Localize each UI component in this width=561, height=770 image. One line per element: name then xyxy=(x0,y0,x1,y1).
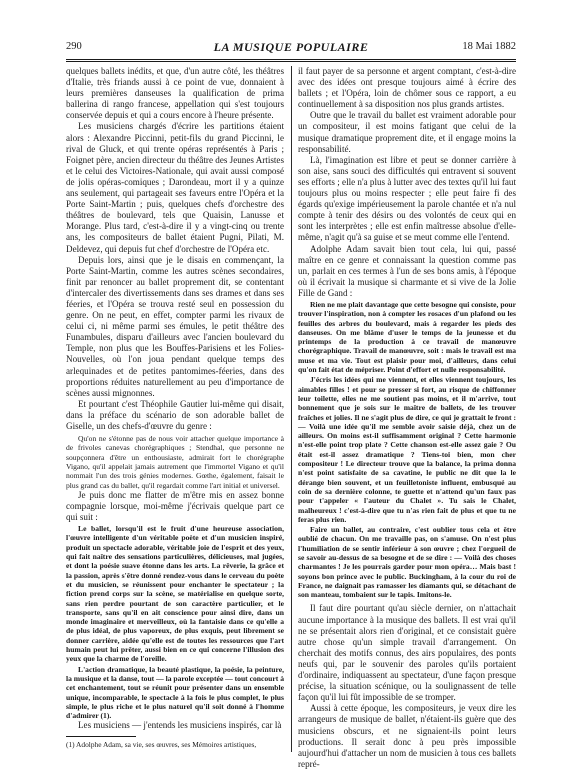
left-column xyxy=(66,66,284,749)
page-sheet xyxy=(66,40,517,769)
paragraph: Là, l'imagination est libre et peut se donner carrière à son aise, sans souci des difficultés qui entravent si souvent ses efforts ; elle n'a plus à lutter avec des textes qu'il lui faut toujours plus ou moins respecter ; elle peut faire fi des égards qu'exige impérieusement la parole chantée et n'a nul compte à tenir des désirs ou des volontés de ceux qui en sont les interprètes ; elle est enfin maîtresse absolue d'elle-même, n'agit qu'à sa guise et se meut comme elle l'entend. xyxy=(298,154,517,243)
column-separator xyxy=(291,66,292,752)
journal-title: LA MUSIQUE POPULAIRE xyxy=(213,40,369,54)
issue-date: 18 Mai 1882 xyxy=(462,41,516,52)
quotation: L'action dramatique, la beauté plastique, la poésie, la peinture, la musique et la danse, tout — la parole exceptée — tout concourt à cet enchantement, tout se réunit pour présenter dans un ensemble unique, incomparable, le spectacle à la fois le plus complet, le plus simple, le plus riche et le plus naturel qu'il soit donné à l'homme d'admirer (1). xyxy=(66,664,284,721)
quotation: Qu'on ne s'étonne pas de nous voir attacher quelque importance à de frivoles canevas chorégraphiques ; Stendhal, que personne ne soupçonnera d'être un enthousiaste, admirait fort le chorégraphe Vigano, qu'il appelait jamais autrement que l'immortel Vigano et qu'il nommait l'un des trois génies modernes. Gœthe, également, faisait le plus grand cas du ballet, qu'il regardait comme l'art initial et universel. xyxy=(66,434,284,490)
paragraph: Il faut dire pourtant qu'au siècle dernier, on n'attachait aucune importance à la musique des ballets. Il est vrai qu'il ne se présentait alors rien d'original, et ce consistait guère autre chose qu'un simple travail d'arrangement. On cherchait des motifs connus, des airs populaires, des ponts neufs qui, par le souvenir des paroles qu'ils portaient d'ordinaire, indiquassent au spectateur, d'une façon presque précise, la situation scénique, ou la soulignassent de telle façon qu'il lui fût impossible de se tromper. xyxy=(298,603,516,703)
footnote: (1) Adolphe Adam, sa vie, ses œuvres, ses Mémoires artistiques, xyxy=(66,740,257,750)
paragraph: Les musiciens chargés d'écrire les partitions étaient alors : Alexandre Piccinni, petit-fils du grand Piccinni, le rival de Gluck, et qui trente opéras représentés à Paris ; Foignet père, ancien directeur du théâtre des Jeunes Artistes et le celui des Victoires-Nationale, qui avait aussi composé de jolis opéras-comiques ; Darondeau, mort il y a quinze ans seulement, qui partageait ses faveurs entre l'Opéra et la Porte Saint-Martin ; puis, quelques chefs d'orchestre des théâtres de boulevard, tels que Quaisin, Lanusse et Morange. Plus tard, c'est-à-dire il y a vingt-cinq ou trente ans, les compositeurs de ballet étaient Pugni, Pilati, M. Deldevez, qui depuis fut chef d'orchestre de l'Opéra etc. xyxy=(66,121,284,254)
header-rule-secondary xyxy=(66,61,516,62)
quotation: Rien ne me plait davantage que cette besogne qui consiste, pour trouver l'inspiration, non à compter les rosaces d'un plafond ou les feuilles des arbres du boulevard, mais à regarder les pieds des danseuses. On me blâme d'user le temps de la jeunesse et du printemps de la production à ce travail de manœuvre chorégraphique. Travail de manœuvre, soit : mais le travail est ma muse et ma vie. Tout est plaisir pour moi, d'ailleurs, dans celui qu'on fait état de mépriser. Point d'effort et nulle responsabilité. xyxy=(298,299,516,375)
right-column xyxy=(298,66,516,770)
page-number: 290 xyxy=(66,41,82,52)
page-header xyxy=(66,40,516,58)
paragraph: Aussi à cette époque, les compositeurs, je veux dire les arrangeurs de musique de ballet, n'étaient-ils guère que des musiciens obscurs, et ne signaient-ils point leurs productions. Il serait donc à peu près impossible aujourd'hui d'attacher un nom de musicien à tous ces ballets repré- xyxy=(298,703,516,769)
paragraph: Adolphe Adam savait bien tout cela, lui qui, passé maître en ce genre et connaissant la question comme pas un, parlait en ces termes à l'un de ses bons amis, à l'époque où il écrivait la musique si charmante et si vive de la Jolie Fille de Gand : xyxy=(298,243,516,298)
paragraph: Je puis donc me flatter de m'être mis en assez bonne compagnie lorsque, moi-même j'écrivais quelque part ce qui suit : xyxy=(66,489,284,523)
quotation: Le ballet, lorsqu'il est le fruit d'une heureuse association, l'œuvre intelligente d'un véritable poète et d'un musicien inspiré, produit un spectacle adorable, véritable joie de l'esprit et des yeux, qui fait naître des sensations particulières, délicieuses, mal jugées, et dont la poésie suave étonne dans les arts. La rêverie, la grâce et la passion, après s'être donné rendez-vous dans le cerveau du poète et du musicien, se réunissent pour enchanter le spectateur ; la fiction prend corps sur la scène, se matérialise en quelque sorte, sans rien perdre pourtant de son caractère particulier, et le transporte, sans qu'il en ait conscience pour ainsi dire, dans un monde imaginaire et merveilleux, où la fantaisie dans ce qu'elle a de plus idéal, de plus vaporeux, de plus exquis, peut librement se donner carrière, aidée qu'elle est de toutes les ressources que l'art humain peut lui prêter, aussi bien en ce qui concerne l'illusion des yeux que la charme de l'oreille. xyxy=(66,524,284,664)
quotation: Faire un ballet, au contraire, c'est oublier tous cela et être oublié de chacun. On me travaille pas, on s'amuse. On n'est plus l'humiliation de se sentir inférieur à son œuvre ; chez l'orgueil de se savoir au-dessus de sa besogne et de se dire : — Voilà des choses charmantes ! Je les pourrais garder pour mon opéra… Mais bast ! soyons bon prince avec le public. Buckingham, à la cour du roi de France, ne daignait pas ramasser les diamants qui, se détachant de son manteau, tombaient sur le tapis. Imitons-le. xyxy=(298,525,516,600)
paragraph: Depuis lors, ainsi que je le disais en commençant, la Porte Saint-Martin, comme les autres scènes secondaires, finit par renoncer au ballet proprement dit, se contentant d'intercaler des divertissements dans ses drames et dans ses féeries, et l'Opéra se trouva resté seul en possession du genre. On ne peut, en effet, compter parmi les rivaux de celui ci, ni même parmi ses émules, le petit théâtre des Funambules, disparu d'ailleurs avec l'ancien boulevard du Temple, non plus que les Bouffes-Parisiens et les Folies-Nouvelles, où l'on joua pendant quelque temps des arlequinades et de petites pantomimes-féeries, dans des proportions réduites naturellement au peu d'importance de scènes aussi mignonnes. xyxy=(66,254,284,398)
paragraph: quelques ballets inédits, et que, d'un autre côté, les théâtres d'Italie, très friands aussi à ce point de vue, donnaient à leurs premières danseuses la qualification de prima ballerina di rango francese, appellation qui s'est toujours conservée depuis et qui a cours encore à l'heure présente. xyxy=(66,66,284,121)
footnote-rule xyxy=(66,736,136,737)
paragraph: il faut payer de sa personne et argent comptant, c'est-à-dire avec des idées ont presque toujours aimé à écrire des ballets ; et l'Opéra, loin de chômer sous ce rapport, a eu continuellement à sa disposition nos plus grands artistes. xyxy=(298,66,516,110)
header-rule xyxy=(66,59,516,60)
paragraph: Les musiciens — j'entends les musiciens inspirés, car là xyxy=(78,720,282,731)
quotation: J'écris les idées qui me viennent, et elles viennent toujours, les aimables filles ! et pour se presser si fort, au risque de chiffonner leur toilette, elles ne me soutient pas moins, et il m'arrive, tout bonnement que je sois sur le maître de ballets, de les trouver fraîches et jolies. Il ne s'agit plus de dire, ce qui je grattait le front : — Voilà une idée qu'il me semble avoir saisie déjà, chez un de ailleurs. On moins est-il suffisamment original ? Cette harmonie n'est-elle point trop plate ? Cette chanson est-elle assez gaie ? Ou était est-il assez dramatique ? Tiens-toi bien, mon cher compositeur ! Le directeur trouve que la balance, la prima donna n'est point satisfaite de sa cavatine, le public ne dit que la le dérange bien souvent, et un feuilletoniste influent, embusqué au coin de sa dernière colonne, te guette et n'attend qu'un faux pas pour t'appeler « l'auteur du Chalet ». Tu sais le Chalet, malheureux ! c'est-à-dire que tu n'as rien fait de plus et que tu ne feras plus rien. xyxy=(298,375,516,524)
paragraph: Et pourtant c'est Théophile Gautier lui-même qui disait, dans la préface du scénario de son adorable ballet de Giselle, un des chefs-d'œuvre du genre : xyxy=(66,398,284,431)
paragraph: Outre que le travail du ballet est vraiment adorable pour un compositeur, il est moins fatigant que celui de la musique dramatique proprement dite, et il engage moins la responsabilité. xyxy=(298,110,516,154)
